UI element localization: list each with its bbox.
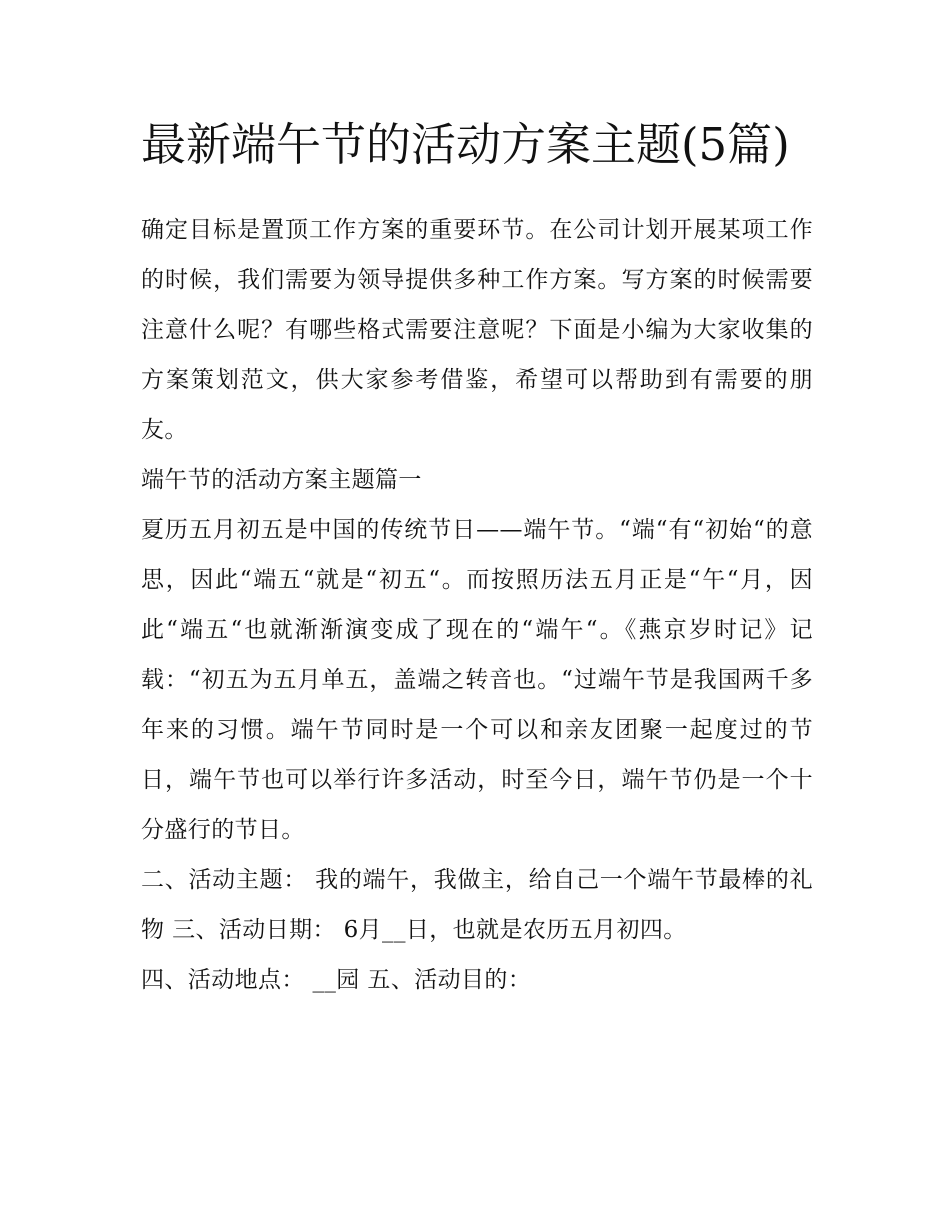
document-title: 最新端午节的活动方案主题(5篇)	[141, 118, 790, 171]
document-page	[141, 112, 813, 1005]
background-paragraph: 夏历五月初五是中国的传统节日——端午节。“端“有“初始“的意思，因此“端五“就是“初五“。而按照历法五月正是“午“月，因此“端五“也就渐渐演变成了现在的“端午“。《燕京岁时记》记载：“初五为五月单五，盖端之转音也。“过端午节是我国两千多年来的习惯。端午节同时是一个可以和亲友团聚一起度过的节日，端午节也可以举行许多活动，时至今日，端午节仍是一个十分盛行的节日。	[141, 517, 813, 843]
intro-paragraph: 确定目标是置顶工作方案的重要环节。在公司计划开展某项工作的时候，我们需要为领导提供多种工作方案。写方案的时候需要注意什么呢？有哪些格式需要注意呢？下面是小编为大家收集的方案策划范文，供大家参考借鉴，希望可以帮助到有需要的朋友。	[141, 217, 813, 443]
document-body	[141, 205, 813, 1005]
theme-date-paragraph: 二、活动主题： 我的端午，我做主，给自己一个端午节最棒的礼物 三、活动日期： 6月__日，也就是农历五月初四。	[141, 867, 813, 943]
location-purpose-paragraph: 四、活动地点： __园 五、活动目的：	[141, 967, 532, 993]
section-heading: 端午节的活动方案主题篇一	[141, 467, 422, 493]
